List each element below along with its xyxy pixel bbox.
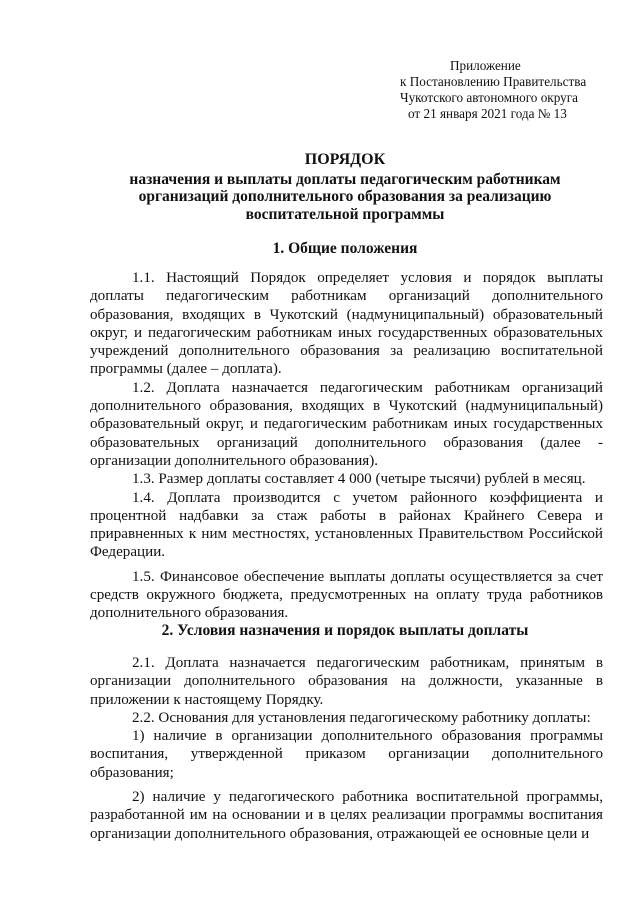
paragraph: 1.1. Настоящий Порядок определяет условия и порядок выплаты доплаты педагогическим работникам организаций дополнительного образования, входящих в Чукотский (надмуниципальный) образовательный округ, и педагогическим работникам иных государственных образовательных учреждений дополнительного образования за реализацию воспитательной программы (далее – доплата). <box>90 270 603 378</box>
paragraph: 2.1. Доплата назначается педагогическим работникам, принятым в организации дополнительного образования на должности, указанные в приложении к настоящему Порядку. <box>90 655 603 708</box>
title-subtitle: назначения и выплаты доплаты педагогическим работникам <box>129 170 561 188</box>
section-body <box>90 654 603 843</box>
appendix-line: к Постановлению Правительства <box>400 74 587 89</box>
appendix-line: Приложение <box>450 58 521 73</box>
title-subtitle: воспитательной программы <box>245 205 445 223</box>
title-main: ПОРЯДОК <box>304 151 386 168</box>
section-heading: 2. Условия назначения и порядок выплаты доплаты <box>161 622 529 639</box>
appendix-line: Чукотского автономного округа <box>400 90 578 105</box>
paragraph: 1.2. Доплата назначается педагогическим работникам организаций дополнительного образования, входящих в Чукотский (надмуниципальный) образовательный округ, и педагогическим работникам иных государственных образовательных организаций дополнительного образования (далее - организации дополнительного образования). <box>90 379 603 469</box>
section-heading: 1. Общие положения <box>272 240 418 257</box>
paragraph: 1) наличие в организации дополнительного образования программы воспитания, утвержденной приказом организации дополнительного образования; <box>90 728 603 781</box>
paragraph: 1.4. Доплата производится с учетом районного коэффициента и процентной надбавки за стаж работы в районах Крайнего Севера и приравненных к ним местностях, установленных Правительством Российской Федерации. <box>90 489 603 561</box>
paragraph: 1.5. Финансовое обеспечение выплаты доплаты осуществляется за счет средств окружного бюджета, предусмотренных на оплату труда работников дополнительного образования. <box>90 568 603 622</box>
title-subtitle: организаций дополнительного образования за реализацию <box>138 188 552 205</box>
document-title <box>90 151 600 223</box>
paragraph: 2) наличие у педагогического работника воспитательной программы, разработанной им на основании и в целях реализации программы воспитания организации дополнительного образования, отражающей ее основные цели и <box>90 789 603 842</box>
appendix-line: от 21 января 2021 года № 13 <box>408 106 567 121</box>
appendix-block <box>396 58 601 122</box>
section-body <box>90 269 603 623</box>
paragraph: 2.2. Основания для установления педагогическому работнику доплаты: <box>132 709 591 726</box>
paragraph: 1.3. Размер доплаты составляет 4 000 (четыре тысячи) рублей в месяц. <box>132 471 586 488</box>
